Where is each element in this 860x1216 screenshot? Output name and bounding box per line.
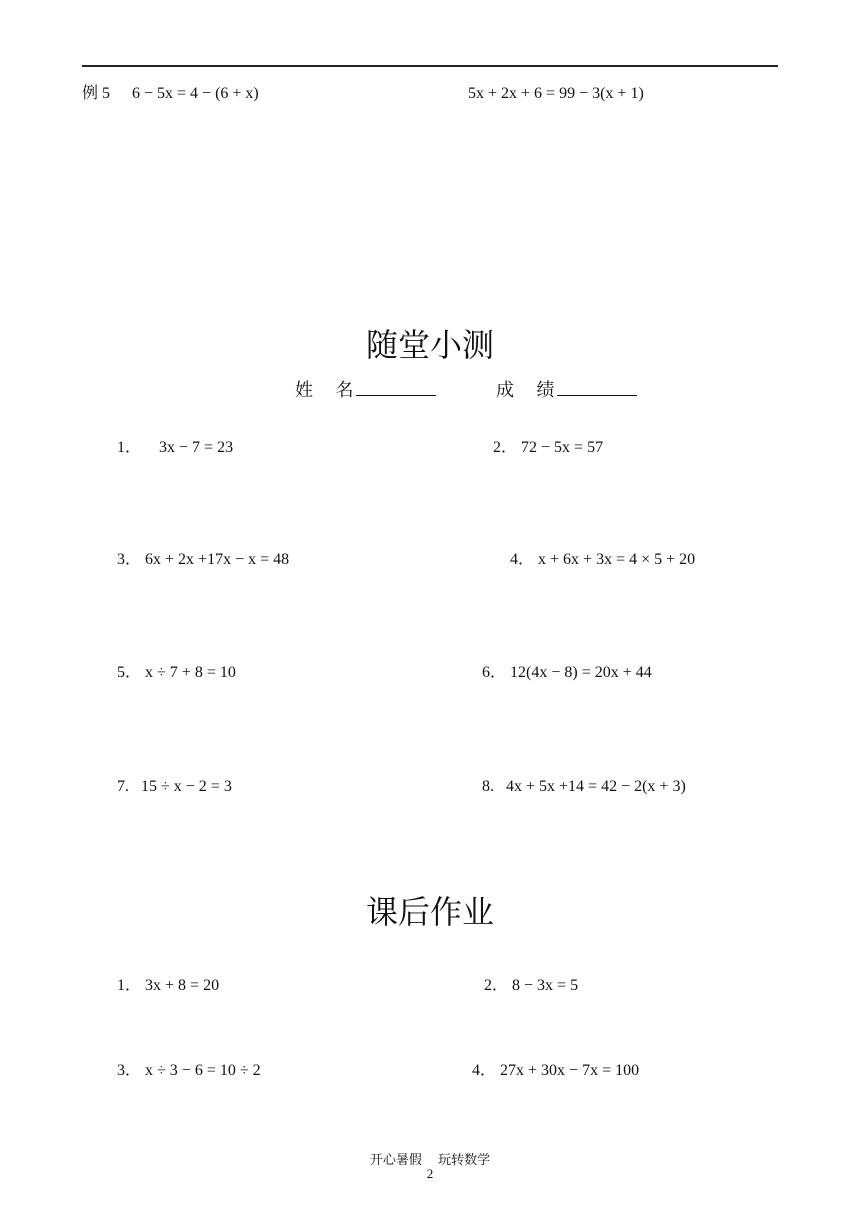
quiz-item	[493, 438, 603, 458]
quiz-item	[117, 438, 233, 458]
page-number: 2	[426, 1166, 434, 1181]
example-label: 例 5	[82, 85, 111, 102]
quiz-title: 随堂小测	[365, 327, 494, 363]
header-rule	[82, 65, 778, 67]
quiz-item	[117, 777, 232, 797]
name-blank[interactable]	[356, 381, 436, 396]
item-number: 4．	[472, 1062, 497, 1079]
item-number: 3．	[117, 551, 142, 568]
item-number: 7.	[117, 778, 129, 795]
item-number: 1．	[117, 439, 142, 456]
item-number: 2．	[493, 439, 518, 456]
score-blank[interactable]	[557, 381, 637, 396]
quiz-item	[117, 663, 236, 683]
example-equation-2: 5x + 2x + 6 = 99 − 3(x + 1)	[468, 85, 644, 102]
item-equation: 3x − 7 = 23	[159, 439, 234, 456]
item-equation: 15 ÷ x − 2 = 3	[141, 778, 232, 795]
item-equation: 72 − 5x = 57	[521, 439, 604, 456]
item-number: 3．	[117, 1062, 142, 1079]
homework-item	[472, 1061, 639, 1081]
item-equation: 3x + 8 = 20	[145, 977, 220, 994]
item-number: 5．	[117, 664, 142, 681]
item-number: 1．	[117, 977, 142, 994]
quiz-item	[510, 550, 695, 570]
item-equation: 4x + 5x +14 = 42 − 2(x + 3)	[506, 778, 686, 795]
item-equation: 12(4x − 8) = 20x + 44	[510, 664, 652, 681]
homework-item	[484, 976, 578, 996]
score-field[interactable]	[496, 380, 637, 400]
name-field[interactable]	[295, 380, 436, 400]
quiz-item	[482, 777, 686, 797]
homework-item	[117, 1061, 261, 1081]
item-equation: 8 − 3x = 5	[512, 977, 579, 994]
item-equation: x ÷ 3 − 6 = 10 ÷ 2	[145, 1062, 261, 1079]
homework-title: 课后作业	[365, 894, 494, 930]
item-equation: 6x + 2x +17x − x = 48	[145, 551, 290, 568]
example-equation-1: 6 − 5x = 4 − (6 + x)	[132, 85, 259, 102]
item-equation: 27x + 30x − 7x = 100	[500, 1062, 640, 1079]
homework-item	[117, 976, 219, 996]
item-number: 6．	[482, 664, 507, 681]
item-number: 8.	[482, 778, 494, 795]
item-number: 4．	[510, 551, 535, 568]
item-equation: x + 6x + 3x = 4 × 5 + 20	[538, 551, 696, 568]
score-label: 成 绩	[496, 380, 555, 400]
item-number: 2．	[484, 977, 509, 994]
item-equation: x ÷ 7 + 8 = 10	[145, 664, 236, 681]
footer-text: 开心暑假 玩转数学	[369, 1152, 491, 1167]
quiz-item	[117, 550, 289, 570]
quiz-item	[482, 663, 652, 683]
name-label: 姓 名	[295, 380, 354, 400]
